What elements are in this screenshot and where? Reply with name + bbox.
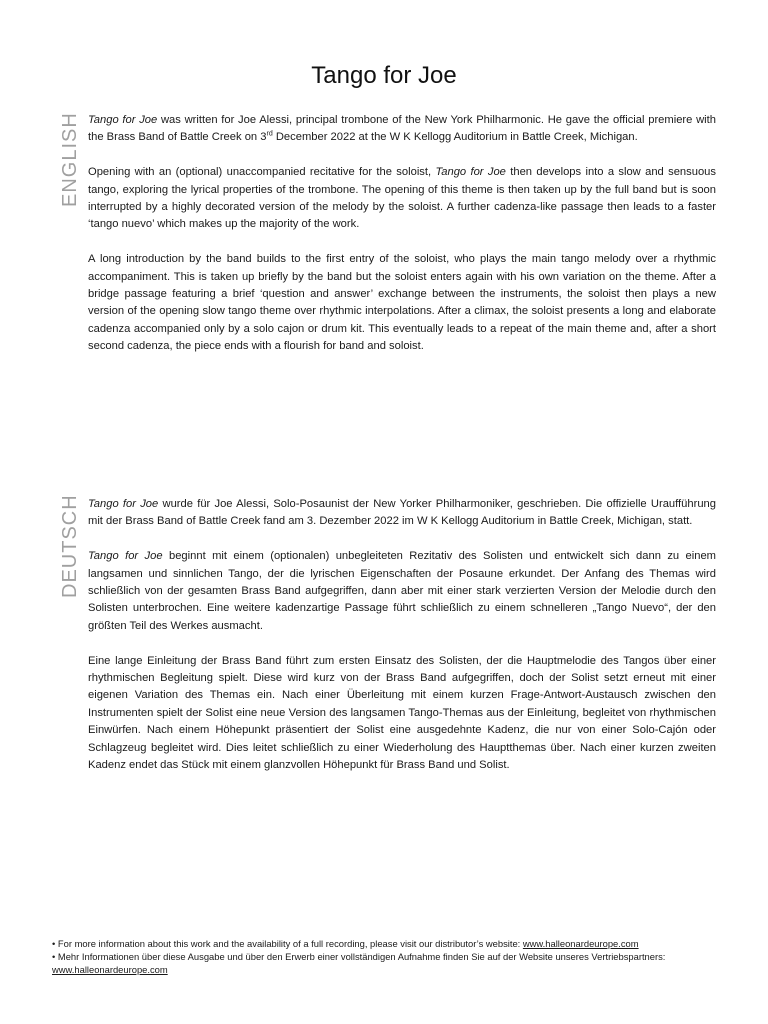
work-title: Tango for Joe xyxy=(88,498,159,510)
work-title: Tango for Joe xyxy=(88,114,158,126)
page-title: Tango for Joe xyxy=(311,62,457,89)
english-section xyxy=(88,112,716,373)
deutsch-paragraph-3: Eine lange Einleitung der Brass Band führt zum ersten Einsatz des Solisten, der die Hauptmelodie des Tangos über einer rhythmischen Begleitung spielt. Diese wird kurz von der Brass Band aufgegriffen, doch der Solist setzt erneut mit einer eigenen Variation des Themas ein. Nach einer Überleitung mit einem kurzen Frage-Antwort-Austausch zwischen den Instrumenten spielt der Solist eine neue Version des langsamen Tango-Themas aus der Einleitung, begleitet von rhythmischen Einwürfen. Nach einem Höhepunkt präsentiert der Solist eine ausgedehnte Kadenz, die nur von einer Solo-Cajón oder Schlagzeug begleitet wird. Dies leitet schließlich zu einer Wiederholung des Hauptthemas über. Nach einer kurzen zweiten Kadenz endet das Stück mit einem glanzvollen Höhepunkt für Brass Band und Solist. xyxy=(88,654,716,772)
english-paragraph-2: Opening with an (optional) unaccompanied recitative for the soloist, Tango for Joe then develops into a slow and sensuous tango, exploring the lyrical properties of the trombone. The opening of this theme is then taken up by the full band but is soon interrupted by a highly decorated version of the melody by the soloist. A further cadenza-like passage then leads to a faster ‘tango nuevo’ which makes up the majority of the work. xyxy=(88,166,716,231)
english-paragraph-1: Tango for Joe was written for Joe Alessi, principal trombone of the New York Philharmonic. He gave the official premiere with the Brass Band of Battle Creek on 3rd December 2022 at the W K Kellogg Auditorium in Battle Creek, Michigan. xyxy=(88,114,716,144)
ordinal-suffix: rd xyxy=(266,130,273,138)
distributor-link-deutsch[interactable]: www.halleonardeurope.com xyxy=(52,963,168,975)
language-label-english: ENGLISH xyxy=(59,112,81,207)
english-paragraph-3: A long introduction by the band builds to the first entry of the soloist, who plays the main tango melody over a rhythmic accompaniment. This is taken up briefly by the band but the soloist enters again with his own variation on the theme. After a bridge passage featuring a brief ‘question and answer’ exchange between the instruments, the soloist then plays a new version of the opening slow tango theme over rhythmic interpolations. After a climax, the soloist presents a long and elaborate cadenza accompanied only by a solo cajon or drum kit. This eventually leads to a repeat of the main theme and, after a short second cadenza, the piece ends with a flourish for band and soloist. xyxy=(88,253,716,353)
bullet: • xyxy=(52,950,56,962)
distributor-link-english[interactable]: www.halleonardeurope.com xyxy=(522,938,639,949)
work-title: Tango for Joe xyxy=(435,166,506,179)
work-title: Tango for Joe xyxy=(88,550,163,563)
footer-note-deutsch: • Mehr Informationen über diese Ausgabe und über den Erwerb einer vollständigen Aufnahme finden Sie auf der Website unseres Vertriebspartners: www.halleonardeurope.com xyxy=(52,950,666,975)
deutsch-section xyxy=(88,496,716,792)
deutsch-paragraph-1: Tango for Joe wurde für Joe Alessi, Solo-Posaunist der New Yorker Philharmoniker, geschrieben. Die offizielle Uraufführung mit der Brass Band of Battle Creek fand am 3. Dezember 2022 im W K Kellogg Auditorium in Battle Creek, Michigan, statt. xyxy=(88,498,716,528)
footer-note-english: • For more information about this work and the availability of a full recording, please visit our distributor’s website: www.halleonardeurope.com xyxy=(52,938,639,949)
deutsch-paragraph-2: Tango for Joe beginnt mit einem (optionalen) unbegleiteten Rezitativ des Solisten und entwickelt sich dann zu einem langsamen und sinnlichen Tango, der die lyrischen Eigenschaften der Posaune erkundet. Der Anfang des Themas wird schließlich von der gesamten Brass Band aufgegriffen, dann aber mit einer stark verzierten Version der Melodie durch den Solisten unterbrochen. Eine weitere kadenzartige Passage führt schließlich zu einem schnelleren „Tango Nuevo“, der den größten Teil des Werkes ausmacht. xyxy=(88,550,716,632)
language-label-deutsch: DEUTSCH xyxy=(59,494,81,598)
footer-notes xyxy=(52,938,722,976)
bullet: • xyxy=(52,938,56,949)
